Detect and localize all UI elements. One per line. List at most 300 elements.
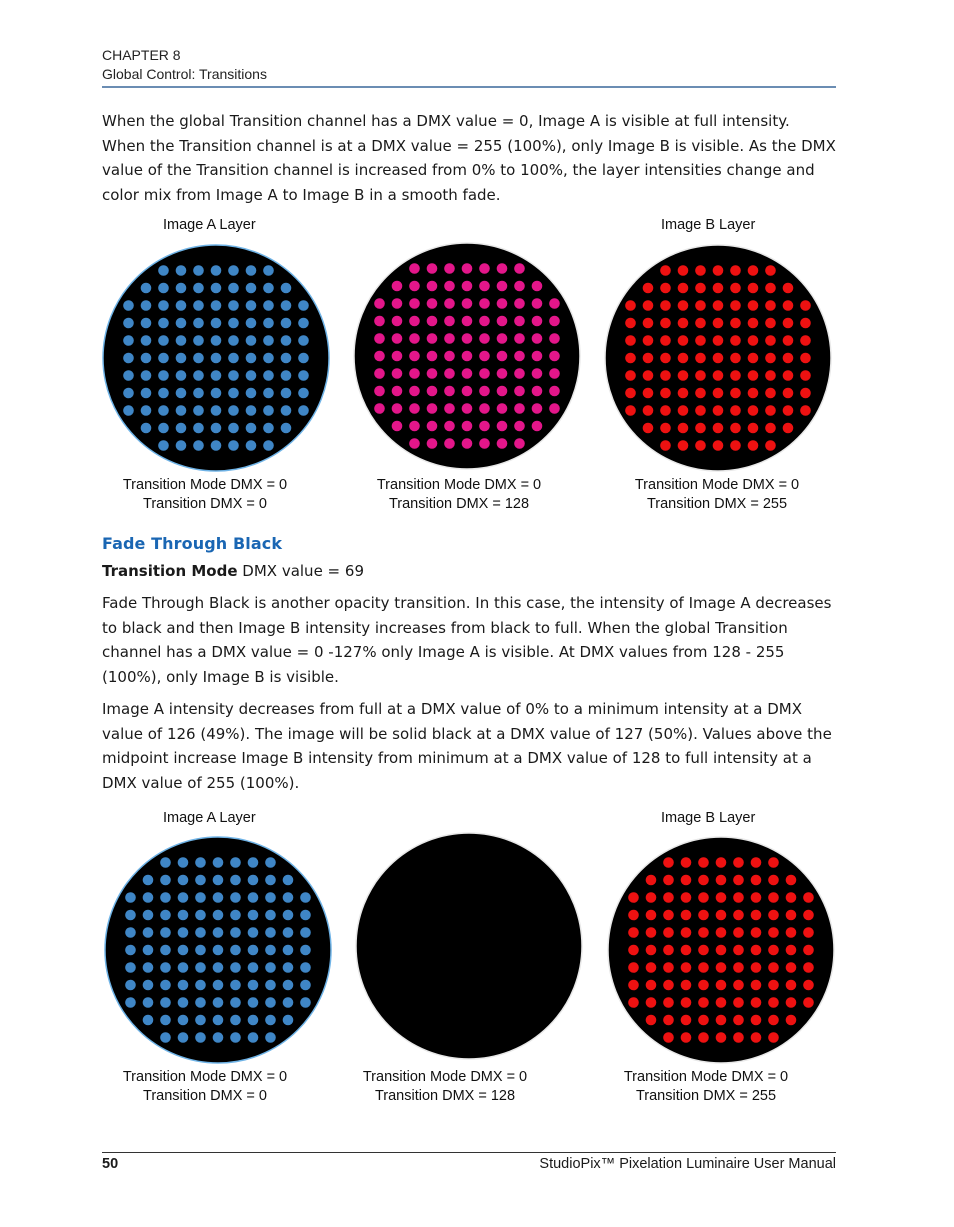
- pixel-led: [193, 265, 204, 276]
- pixel-led: [444, 333, 455, 344]
- pixel-led: [246, 318, 257, 329]
- pixel-led: [141, 335, 152, 346]
- figure2-black-circle: [354, 831, 584, 1061]
- pixel-led: [628, 892, 639, 903]
- pixel-led: [730, 265, 741, 276]
- pixel-led: [195, 875, 206, 886]
- pixel-led: [298, 388, 309, 399]
- pixel-led: [786, 892, 797, 903]
- pixel-led: [765, 318, 776, 329]
- pixel-led: [660, 353, 671, 364]
- pixel-led: [751, 1032, 762, 1043]
- pixel-led: [532, 333, 543, 344]
- pixel-led: [263, 300, 274, 311]
- pixel-led: [444, 368, 455, 379]
- pixel-led: [193, 318, 204, 329]
- pixel-led: [265, 945, 276, 956]
- pixel-led: [713, 265, 724, 276]
- pixel-led: [514, 403, 525, 414]
- transition-mode-line: [102, 559, 836, 584]
- page-number: 50: [102, 1156, 119, 1172]
- pixel-led: [248, 892, 259, 903]
- pixel-led: [230, 910, 241, 921]
- pixel-led: [298, 300, 309, 311]
- pixel-led: [748, 423, 759, 434]
- pixel-led: [660, 388, 671, 399]
- pixel-led: [716, 945, 727, 956]
- pixel-led: [751, 997, 762, 1008]
- pixel-led: [176, 300, 187, 311]
- pixel-led: [392, 421, 403, 432]
- pixel-led: [681, 997, 692, 1008]
- pixel-led: [800, 388, 811, 399]
- pixel-led: [768, 892, 779, 903]
- fade-paragraph-2: Image A intensity decreases from full at a DMX value of 0% to a minimum intensity at a DMX value of 126 (49%). The image will be solid black at a DMX value of 127 (50%). Values above the midpoint increase Image B intensity from minimum at a DMX value of 128 to full intensity at a DMX value of 255 (100%).: [102, 700, 832, 792]
- pixel-led: [444, 403, 455, 414]
- caption-mode: Transition Mode DMX = 0: [634, 477, 800, 493]
- pixel-led: [265, 875, 276, 886]
- pixel-led: [663, 910, 674, 921]
- pixel-led: [298, 353, 309, 364]
- pixel-led: [628, 997, 639, 1008]
- pixel-led: [281, 318, 292, 329]
- pixel-led: [678, 440, 689, 451]
- pixel-led: [143, 980, 154, 991]
- pixel-led: [409, 403, 420, 414]
- pixel-led: [663, 927, 674, 938]
- pixel-led: [300, 962, 311, 973]
- pixel-led: [228, 335, 239, 346]
- pixel-led: [479, 421, 490, 432]
- pixel-led: [733, 875, 744, 886]
- pixel-led: [643, 335, 654, 346]
- pixel-led: [698, 997, 709, 1008]
- pixel-led: [392, 281, 403, 292]
- pixel-led: [211, 370, 222, 381]
- pixel-led: [768, 927, 779, 938]
- pixel-led: [786, 945, 797, 956]
- pixel-led: [160, 1015, 171, 1026]
- pixel-led: [160, 997, 171, 1008]
- pixel-led: [678, 318, 689, 329]
- pixel-led: [730, 300, 741, 311]
- pixel-led: [248, 980, 259, 991]
- pixel-led: [193, 370, 204, 381]
- pixel-led: [549, 368, 560, 379]
- pixel-led: [213, 927, 224, 938]
- pixel-led: [786, 910, 797, 921]
- pixel-led: [248, 1032, 259, 1043]
- pixel-led: [213, 892, 224, 903]
- pixel-led: [678, 283, 689, 294]
- pixel-led: [681, 910, 692, 921]
- pixel-led: [733, 892, 744, 903]
- pixel-led: [751, 980, 762, 991]
- pixel-led: [730, 440, 741, 451]
- pixel-led: [263, 335, 274, 346]
- pixel-led: [123, 370, 134, 381]
- pixel-led: [176, 265, 187, 276]
- pixel-led: [176, 423, 187, 434]
- pixel-led: [283, 927, 294, 938]
- pixel-led: [532, 316, 543, 327]
- pixel-led: [246, 353, 257, 364]
- pixel-led: [213, 997, 224, 1008]
- pixel-led: [248, 1015, 259, 1026]
- pixel-led: [663, 997, 674, 1008]
- pixel-led: [713, 370, 724, 381]
- pixel-led: [281, 423, 292, 434]
- pixel-led: [765, 388, 776, 399]
- pixel-led: [263, 353, 274, 364]
- pixel-led: [730, 388, 741, 399]
- pixel-led: [678, 353, 689, 364]
- pixel-led: [628, 910, 639, 921]
- pixel-led: [213, 1015, 224, 1026]
- caption-transition: Transition DMX = 255: [635, 1088, 777, 1104]
- pixel-led: [246, 370, 257, 381]
- pixel-led: [427, 333, 438, 344]
- pixel-led: [141, 388, 152, 399]
- pixel-led: [141, 423, 152, 434]
- pixel-led: [409, 438, 420, 449]
- pixel-led: [444, 316, 455, 327]
- pixel-led: [300, 892, 311, 903]
- pixel-led: [713, 423, 724, 434]
- pixel-led: [800, 370, 811, 381]
- pixel-led: [263, 318, 274, 329]
- chapter-label: CHAPTER 8: [102, 47, 181, 63]
- pixel-led: [246, 388, 257, 399]
- pixel-led: [195, 1015, 206, 1026]
- pixel-led: [768, 910, 779, 921]
- pixel-led: [695, 265, 706, 276]
- pixel-led: [230, 1015, 241, 1026]
- pixel-led: [800, 318, 811, 329]
- pixel-led: [211, 335, 222, 346]
- pixel-led: [462, 403, 473, 414]
- fixture-face: [356, 833, 582, 1059]
- pixel-led: [643, 370, 654, 381]
- pixel-led: [713, 353, 724, 364]
- pixel-led: [193, 300, 204, 311]
- pixel-led: [427, 368, 438, 379]
- pixel-led: [803, 945, 814, 956]
- pixel-led: [768, 857, 779, 868]
- pixel-led: [803, 980, 814, 991]
- pixel-led: [176, 370, 187, 381]
- pixel-led: [123, 335, 134, 346]
- pixel-led: [281, 370, 292, 381]
- pixel-led: [125, 945, 136, 956]
- pixel-led: [514, 438, 525, 449]
- pixel-led: [125, 962, 136, 973]
- pixel-led: [713, 318, 724, 329]
- pixel-led: [497, 298, 508, 309]
- pixel-led: [768, 1015, 779, 1026]
- pixel-led: [281, 335, 292, 346]
- figure1-image-a-label: Image A Layer: [163, 217, 256, 233]
- pixel-led: [228, 300, 239, 311]
- pixel-led: [248, 927, 259, 938]
- pixel-led: [427, 438, 438, 449]
- pixel-led: [628, 980, 639, 991]
- pixel-led: [730, 370, 741, 381]
- pixel-led: [300, 927, 311, 938]
- pixel-led: [123, 388, 134, 399]
- pixel-led: [283, 1015, 294, 1026]
- pixel-led: [549, 316, 560, 327]
- pixel-led: [783, 405, 794, 416]
- pixel-led: [681, 927, 692, 938]
- pixel-led: [800, 300, 811, 311]
- pixel-led: [479, 368, 490, 379]
- pixel-led: [178, 857, 189, 868]
- pixel-led: [660, 423, 671, 434]
- pixel-led: [230, 1032, 241, 1043]
- manual-title: StudioPix™ Pixelation Luminaire User Manual: [539, 1156, 836, 1172]
- pixel-led: [213, 980, 224, 991]
- pixel-led: [392, 403, 403, 414]
- pixel-led: [160, 927, 171, 938]
- pixel-led: [730, 283, 741, 294]
- pixel-led: [160, 945, 171, 956]
- intro-paragraph: When the global Transition channel has a DMX value = 0, Image A is visible at full intensity. When the Transition channel is at a DMX value = 255 (100%), only Image B is visible. As the DMX value of the Transition channel is increased from 0% to 100%, the layer intensities change and color mix from Image A to Image B in a smooth fade.: [102, 112, 836, 204]
- pixel-led: [427, 386, 438, 397]
- pixel-led: [803, 927, 814, 938]
- pixel-led: [427, 316, 438, 327]
- pixel-led: [143, 962, 154, 973]
- pixel-led: [625, 353, 636, 364]
- pixel-led: [646, 892, 657, 903]
- pixel-led: [748, 318, 759, 329]
- pixel-led: [532, 281, 543, 292]
- pixel-led: [123, 318, 134, 329]
- figure1-transition-circle: [352, 241, 582, 471]
- pixel-led: [283, 910, 294, 921]
- pixel-led: [195, 910, 206, 921]
- pixel-led: [141, 318, 152, 329]
- pixel-led: [768, 945, 779, 956]
- pixel-led: [409, 263, 420, 274]
- pixel-led: [211, 423, 222, 434]
- pixel-led: [281, 353, 292, 364]
- pixel-led: [263, 265, 274, 276]
- pixel-led: [733, 927, 744, 938]
- pixel-led: [230, 875, 241, 886]
- pixel-led: [663, 980, 674, 991]
- pixel-led: [211, 318, 222, 329]
- figure1-image-a-circle: [101, 243, 331, 473]
- pixel-led: [263, 388, 274, 399]
- pixel-led: [497, 403, 508, 414]
- running-header: [102, 46, 836, 84]
- pixel-led: [497, 421, 508, 432]
- pixel-led: [716, 1015, 727, 1026]
- pixel-led: [497, 351, 508, 362]
- pixel-led: [643, 388, 654, 399]
- pixel-led: [246, 335, 257, 346]
- pixel-led: [643, 300, 654, 311]
- pixel-led: [158, 440, 169, 451]
- pixel-led: [786, 997, 797, 1008]
- pixel-led: [374, 386, 385, 397]
- pixel-led: [765, 300, 776, 311]
- pixel-led: [643, 283, 654, 294]
- pixel-led: [392, 386, 403, 397]
- pixel-led: [497, 316, 508, 327]
- pixel-led: [497, 281, 508, 292]
- pixel-led: [698, 910, 709, 921]
- pixel-led: [625, 300, 636, 311]
- pixel-led: [213, 910, 224, 921]
- pixel-led: [246, 440, 257, 451]
- pixel-led: [248, 962, 259, 973]
- pixel-led: [176, 318, 187, 329]
- pixel-led: [125, 997, 136, 1008]
- pixel-led: [698, 962, 709, 973]
- pixel-led: [265, 980, 276, 991]
- pixel-led: [695, 440, 706, 451]
- pixel-led: [283, 980, 294, 991]
- pixel-led: [158, 300, 169, 311]
- pixel-led: [628, 945, 639, 956]
- pixel-led: [193, 388, 204, 399]
- pixel-led: [786, 927, 797, 938]
- pixel-led: [643, 353, 654, 364]
- pixel-led: [265, 997, 276, 1008]
- pixel-led: [678, 423, 689, 434]
- pixel-led: [281, 283, 292, 294]
- pixel-led: [158, 423, 169, 434]
- pixel-led: [786, 980, 797, 991]
- pixel-led: [195, 892, 206, 903]
- pixel-led: [716, 980, 727, 991]
- pixel-led: [698, 945, 709, 956]
- pixel-led: [298, 405, 309, 416]
- pixel-led: [748, 353, 759, 364]
- pixel-led: [230, 980, 241, 991]
- pixel-led: [374, 298, 385, 309]
- pixel-led: [497, 333, 508, 344]
- pixel-led: [125, 892, 136, 903]
- pixel-led: [663, 1032, 674, 1043]
- pixel-led: [125, 910, 136, 921]
- pixel-led: [733, 1032, 744, 1043]
- pixel-led: [211, 440, 222, 451]
- pixel-led: [660, 335, 671, 346]
- pixel-led: [678, 265, 689, 276]
- pixel-led: [178, 962, 189, 973]
- pixel-led: [263, 283, 274, 294]
- pixel-led: [748, 440, 759, 451]
- pixel-led: [409, 333, 420, 344]
- pixel-led: [462, 263, 473, 274]
- pixel-led: [195, 1032, 206, 1043]
- pixel-led: [195, 980, 206, 991]
- pixel-led: [514, 263, 525, 274]
- pixel-led: [765, 370, 776, 381]
- pixel-led: [786, 1015, 797, 1026]
- pixel-led: [462, 298, 473, 309]
- caption-transition: Transition DMX = 0: [143, 496, 267, 512]
- pixel-led: [176, 283, 187, 294]
- pixel-led: [374, 333, 385, 344]
- pixel-led: [211, 283, 222, 294]
- figure1-image-b-circle: [603, 243, 833, 473]
- pixel-led: [298, 335, 309, 346]
- pixel-led: [783, 283, 794, 294]
- pixel-led: [497, 263, 508, 274]
- pixel-led: [628, 927, 639, 938]
- pixel-led: [298, 370, 309, 381]
- pixel-led: [532, 368, 543, 379]
- pixel-led: [678, 370, 689, 381]
- pixel-led: [514, 368, 525, 379]
- pixel-led: [660, 318, 671, 329]
- pixel-led: [265, 1032, 276, 1043]
- pixel-led: [195, 857, 206, 868]
- pixel-led: [479, 316, 490, 327]
- pixel-led: [783, 318, 794, 329]
- pixel-led: [695, 423, 706, 434]
- pixel-led: [409, 351, 420, 362]
- pixel-led: [283, 875, 294, 886]
- figure2-image-a-label: Image A Layer: [163, 810, 256, 826]
- pixel-led: [193, 423, 204, 434]
- pixel-led: [695, 318, 706, 329]
- pixel-led: [248, 910, 259, 921]
- pixel-led: [160, 875, 171, 886]
- pixel-led: [733, 980, 744, 991]
- pixel-led: [298, 318, 309, 329]
- pixel-led: [786, 962, 797, 973]
- pixel-led: [479, 438, 490, 449]
- pixel-led: [409, 281, 420, 292]
- pixel-led: [176, 405, 187, 416]
- pixel-led: [160, 857, 171, 868]
- pixel-led: [765, 440, 776, 451]
- pixel-led: [646, 875, 657, 886]
- pixel-led: [751, 875, 762, 886]
- pixel-led: [783, 423, 794, 434]
- pixel-led: [698, 1015, 709, 1026]
- pixel-led: [211, 388, 222, 399]
- pixel-led: [549, 351, 560, 362]
- pixel-led: [193, 405, 204, 416]
- pixel-led: [230, 892, 241, 903]
- pixel-led: [663, 875, 674, 886]
- pixel-led: [178, 945, 189, 956]
- pixel-led: [263, 405, 274, 416]
- figure2-image-a-circle: [103, 835, 333, 1065]
- pixel-led: [265, 1015, 276, 1026]
- pixel-led: [444, 298, 455, 309]
- pixel-led: [698, 980, 709, 991]
- pixel-led: [695, 283, 706, 294]
- pixel-led: [125, 980, 136, 991]
- pixel-led: [158, 283, 169, 294]
- pixel-led: [646, 910, 657, 921]
- pixel-led: [178, 875, 189, 886]
- pixel-led: [392, 351, 403, 362]
- pixel-led: [141, 370, 152, 381]
- pixel-led: [248, 857, 259, 868]
- pixel-led: [800, 353, 811, 364]
- pixel-led: [730, 353, 741, 364]
- pixel-led: [263, 370, 274, 381]
- pixel-led: [462, 351, 473, 362]
